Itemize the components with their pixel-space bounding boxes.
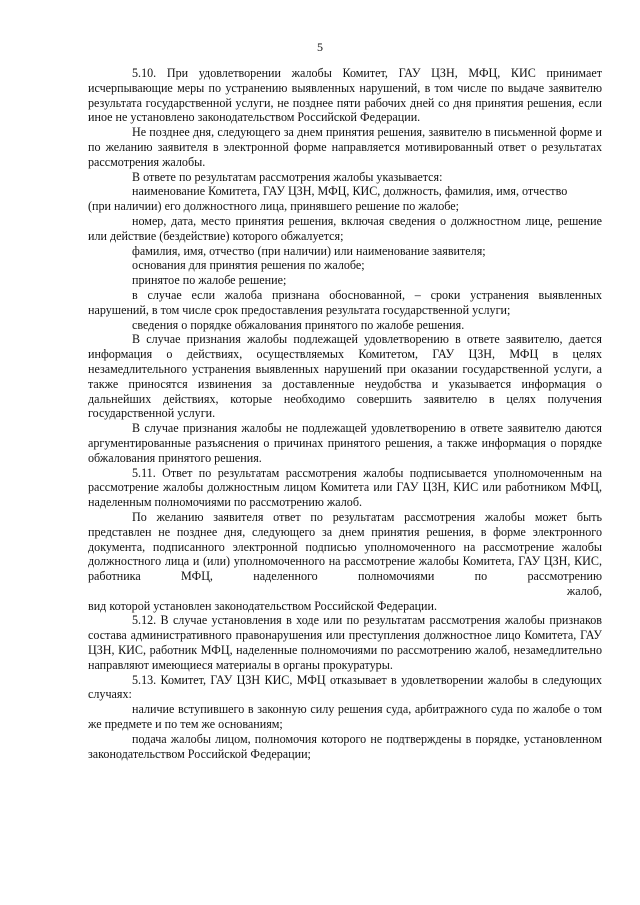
list-item-continuation: (при наличии) его должностного лица, принявшего решение по жалобе; bbox=[88, 199, 459, 214]
paragraph: Не позднее дня, следующего за днем принятия решения, заявителю в письменной форме и по желанию заявителя в электронной форме направляется мотивированный ответ о результатах рассмотрения жалобы. bbox=[88, 125, 602, 169]
document-body bbox=[88, 66, 602, 761]
page-number: 5 bbox=[317, 40, 323, 54]
list-item: наименование Комитета, ГАУ ЦЗН, МФЦ, КИС, должность, фамилия, имя, отчество bbox=[132, 184, 568, 199]
paragraph-5-11: 5.11. Ответ по результатам рассмотрения жалобы подписывается уполномоченным на рассмотрение жалобы должностным лицом Комитета или ГАУ ЦЗН, КИС или работником МФЦ, наделенным полномочиями по рассмотрению жалоб. bbox=[88, 465, 602, 510]
paragraph-continuation: вид которой установлен законодательством Российской Федерации. bbox=[88, 598, 438, 613]
paragraph: В ответе по результатам рассмотрения жалобы указывается: bbox=[132, 169, 443, 184]
paragraph-5-12: 5.12. В случае установления в ходе или по результатам рассмотрения жалобы признаков состава административного правонарушения или преступления должностное лицо Комитета, ГАУ ЦЗН, КИС, работник МФЦ, наделенные полномочиями по рассмотрению жалоб, незамедлительно направляют имеющиеся материалы в органы прокуратуры. bbox=[88, 613, 602, 672]
list-item: подача жалобы лицом, полномочия которого не подтверждены в порядке, установленном законодательством Российской Федерации; bbox=[88, 731, 602, 761]
list-item: принятое по жалобе решение; bbox=[132, 273, 287, 288]
list-item: наличие вступившего в законную силу решения суда, арбитражного суда по жалобе о том же предмете и по тем же основаниям; bbox=[88, 702, 602, 732]
paragraph-fragment: жалоб, bbox=[566, 583, 602, 598]
paragraph-5-13: 5.13. Комитет, ГАУ ЦЗН КИС, МФЦ отказывает в удовлетворении жалобы в следующих случаях: bbox=[88, 672, 602, 702]
list-item: в случае если жалоба признана обоснованной, – сроки устранения выявленных нарушений, в том числе срок предоставления результата государственной услуги; bbox=[88, 287, 602, 317]
paragraph-5-10: 5.10. При удовлетворении жалобы Комитет, ГАУ ЦЗН, МФЦ, КИС принимает исчерпывающие меры по устранению выявленных нарушений, в том числе по выдаче заявителю результата государственной услуги, не позднее пяти рабочих дней со дня принятия решения, если иное не установлено законодательством Российской Федерации. bbox=[88, 66, 602, 125]
list-item: основания для принятия решения по жалобе; bbox=[132, 258, 365, 273]
list-item: сведения о порядке обжалования принятого по жалобе решения. bbox=[132, 317, 465, 332]
list-item: номер, дата, место принятия решения, включая сведения о должностном лице, решение или действие (бездействие) которого обжалуется; bbox=[88, 213, 602, 243]
list-item: фамилия, имя, отчество (при наличии) или наименование заявителя; bbox=[132, 243, 486, 258]
paragraph: По желанию заявителя ответ по результатам рассмотрения жалобы может быть представлен не позднее дня, следующего за днем принятия решения, в форме электронного документа, подписанного электронной подписью уполномоченного на рассмотрение жалобы должностного лица и (или) уполномоченного на рассмотрение жалобы Комитета, ГАУ ЦЗН, КИС, работника МФЦ, наделенного полномочиями по рассмотрению bbox=[88, 509, 602, 584]
paragraph: В случае признания жалобы подлежащей удовлетворению в ответе заявителю, дается информация о действиях, осуществляемых Комитетом, ГАУ ЦЗН, МФЦ в целях незамедлительного устранения выявленных нарушений при оказании государственной услуги, а также приносятся извинения за доставленные неудобства и указывается информация о дальнейших действиях, которые необходимо совершить заявителю в целях получения государственной услуги. bbox=[88, 332, 602, 421]
paragraph: В случае признания жалобы не подлежащей удовлетворению в ответе заявителю даются аргументированные разъяснения о причинах принятого решения, а также информация о порядке обжалования принятого решения. bbox=[88, 421, 602, 465]
